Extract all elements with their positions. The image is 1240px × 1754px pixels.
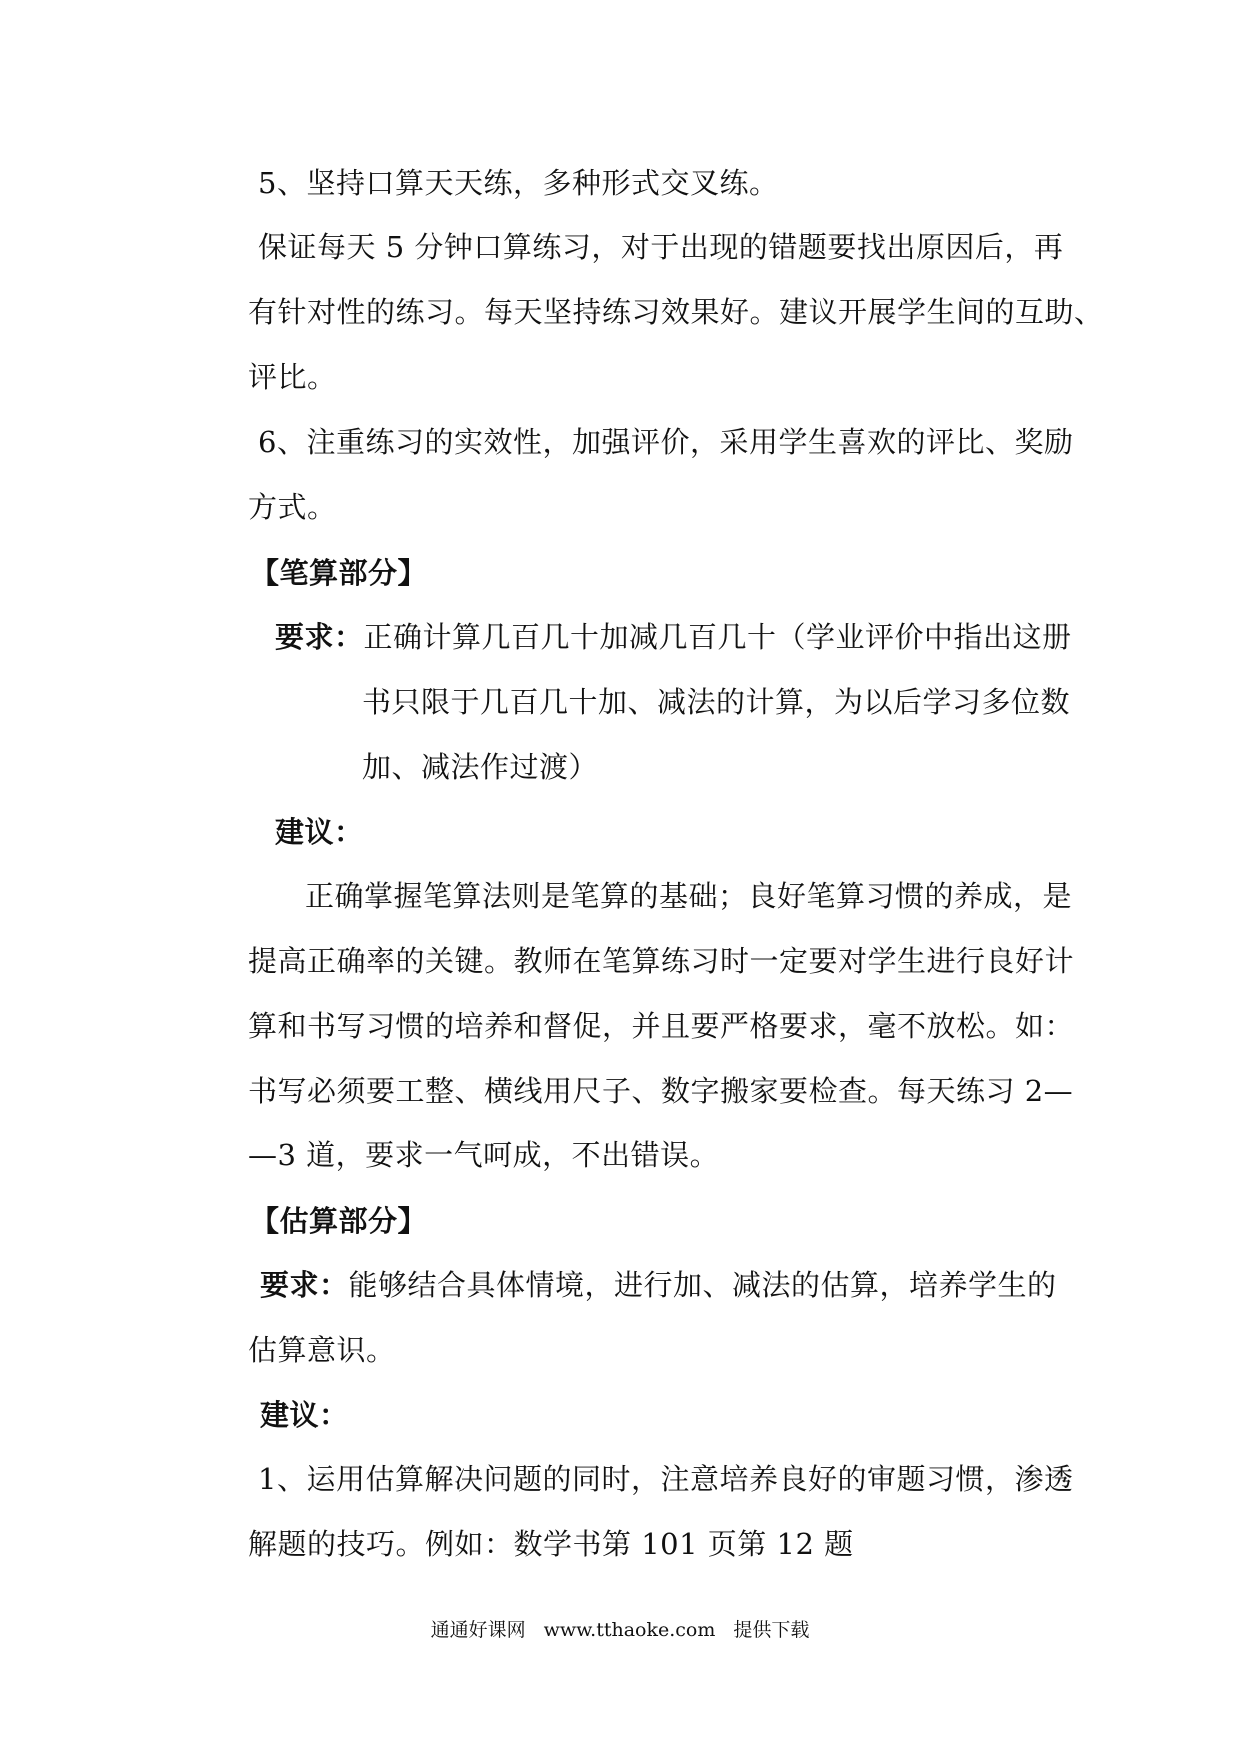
written-requirement-line-2	[362, 682, 1070, 722]
written-suggestion-text-4: 书写必须要工整、横线用尺子、数字搬家要检查。每天练习 2—	[248, 1074, 1074, 1108]
written-suggestion-line-5	[248, 1135, 719, 1175]
written-requirement-label: 要求：	[275, 620, 364, 654]
item5-paragraph-text-3: 评比。	[248, 360, 337, 394]
written-suggestion-line-4	[248, 1071, 1073, 1111]
footer-site-name: 通通好课网	[430, 1619, 526, 1641]
written-requirement-text-2: 书只限于几百几十加、减法的计算，为以后学习多位数	[362, 685, 1071, 719]
written-suggestion-text-1: 正确掌握笔算法则是笔算的基础；良好笔算习惯的养成，是	[305, 879, 1073, 913]
estimate-requirement-line-1	[260, 1265, 1057, 1305]
written-suggestion-label: 建议：	[275, 815, 364, 849]
written-requirement-line-1	[275, 617, 1072, 657]
written-suggestion-line-3	[248, 1006, 1074, 1046]
estimate-suggestion-text-1: 1、运用估算解决问题的同时，注意培养良好的审题习惯，渗透	[258, 1462, 1074, 1496]
page-footer	[0, 1616, 1240, 1644]
footer-site-url[interactable]: www.tthaoke.com	[543, 1619, 716, 1641]
estimate-suggestion-label-line	[260, 1395, 349, 1435]
written-suggestion-line-2	[248, 941, 1074, 981]
item6-text-1: 6、注重练习的实效性，加强评价，采用学生喜欢的评比、奖励	[258, 425, 1074, 459]
written-section-heading	[250, 553, 427, 593]
footer-download-text: 提供下载	[733, 1619, 810, 1641]
written-suggestion-text-5: —3 道，要求一气呵成，不出错误。	[248, 1138, 720, 1172]
item5-paragraph-line-3	[248, 357, 337, 397]
item5-paragraph-text-2: 有针对性的练习。每天坚持练习效果好。建议开展学生间的互助、	[248, 295, 1104, 329]
estimate-suggestion-line-1	[258, 1459, 1073, 1499]
written-suggestion-label-line	[275, 812, 364, 852]
estimate-requirement-label: 要求：	[260, 1268, 349, 1302]
written-section-heading-text: 【笔算部分】	[250, 556, 428, 590]
item5-title-text: 5、坚持口算天天练，多种形式交叉练。	[258, 166, 779, 200]
estimate-requirement-text-1: 能够结合具体情境，进行加、减法的估算，培养学生的	[348, 1268, 1057, 1302]
estimate-requirement-text-2: 估算意识。	[248, 1333, 396, 1367]
estimate-suggestion-label: 建议：	[260, 1398, 349, 1432]
item5-title	[258, 163, 778, 203]
written-requirement-text-3: 加、减法作过渡）	[362, 750, 599, 784]
written-suggestion-text-2: 提高正确率的关键。教师在笔算练习时一定要对学生进行良好计	[248, 944, 1075, 978]
written-requirement-text-1: 正确计算几百几十加减几百几十（学业评价中指出这册	[363, 620, 1072, 654]
written-suggestion-line-1	[305, 876, 1072, 916]
written-requirement-line-3	[362, 747, 598, 787]
item6-line-1	[258, 422, 1073, 462]
written-suggestion-text-3: 算和书写习惯的培养和督促，并且要严格要求，毫不放松。如：	[248, 1009, 1075, 1043]
estimate-section-heading	[250, 1201, 427, 1241]
item6-text-2: 方式。	[248, 490, 337, 524]
item5-paragraph-line-1	[258, 227, 1063, 267]
item6-line-2	[248, 487, 337, 527]
estimate-section-heading-text: 【估算部分】	[250, 1204, 428, 1238]
estimate-suggestion-line-2	[248, 1524, 854, 1564]
estimate-requirement-line-2	[248, 1330, 396, 1370]
estimate-suggestion-text-2: 解题的技巧。例如：数学书第 101 页第 12 题	[248, 1527, 854, 1561]
item5-paragraph-line-2	[248, 292, 1104, 332]
item5-paragraph-text-1: 保证每天 5 分钟口算练习，对于出现的错题要找出原因后，再	[258, 230, 1064, 264]
